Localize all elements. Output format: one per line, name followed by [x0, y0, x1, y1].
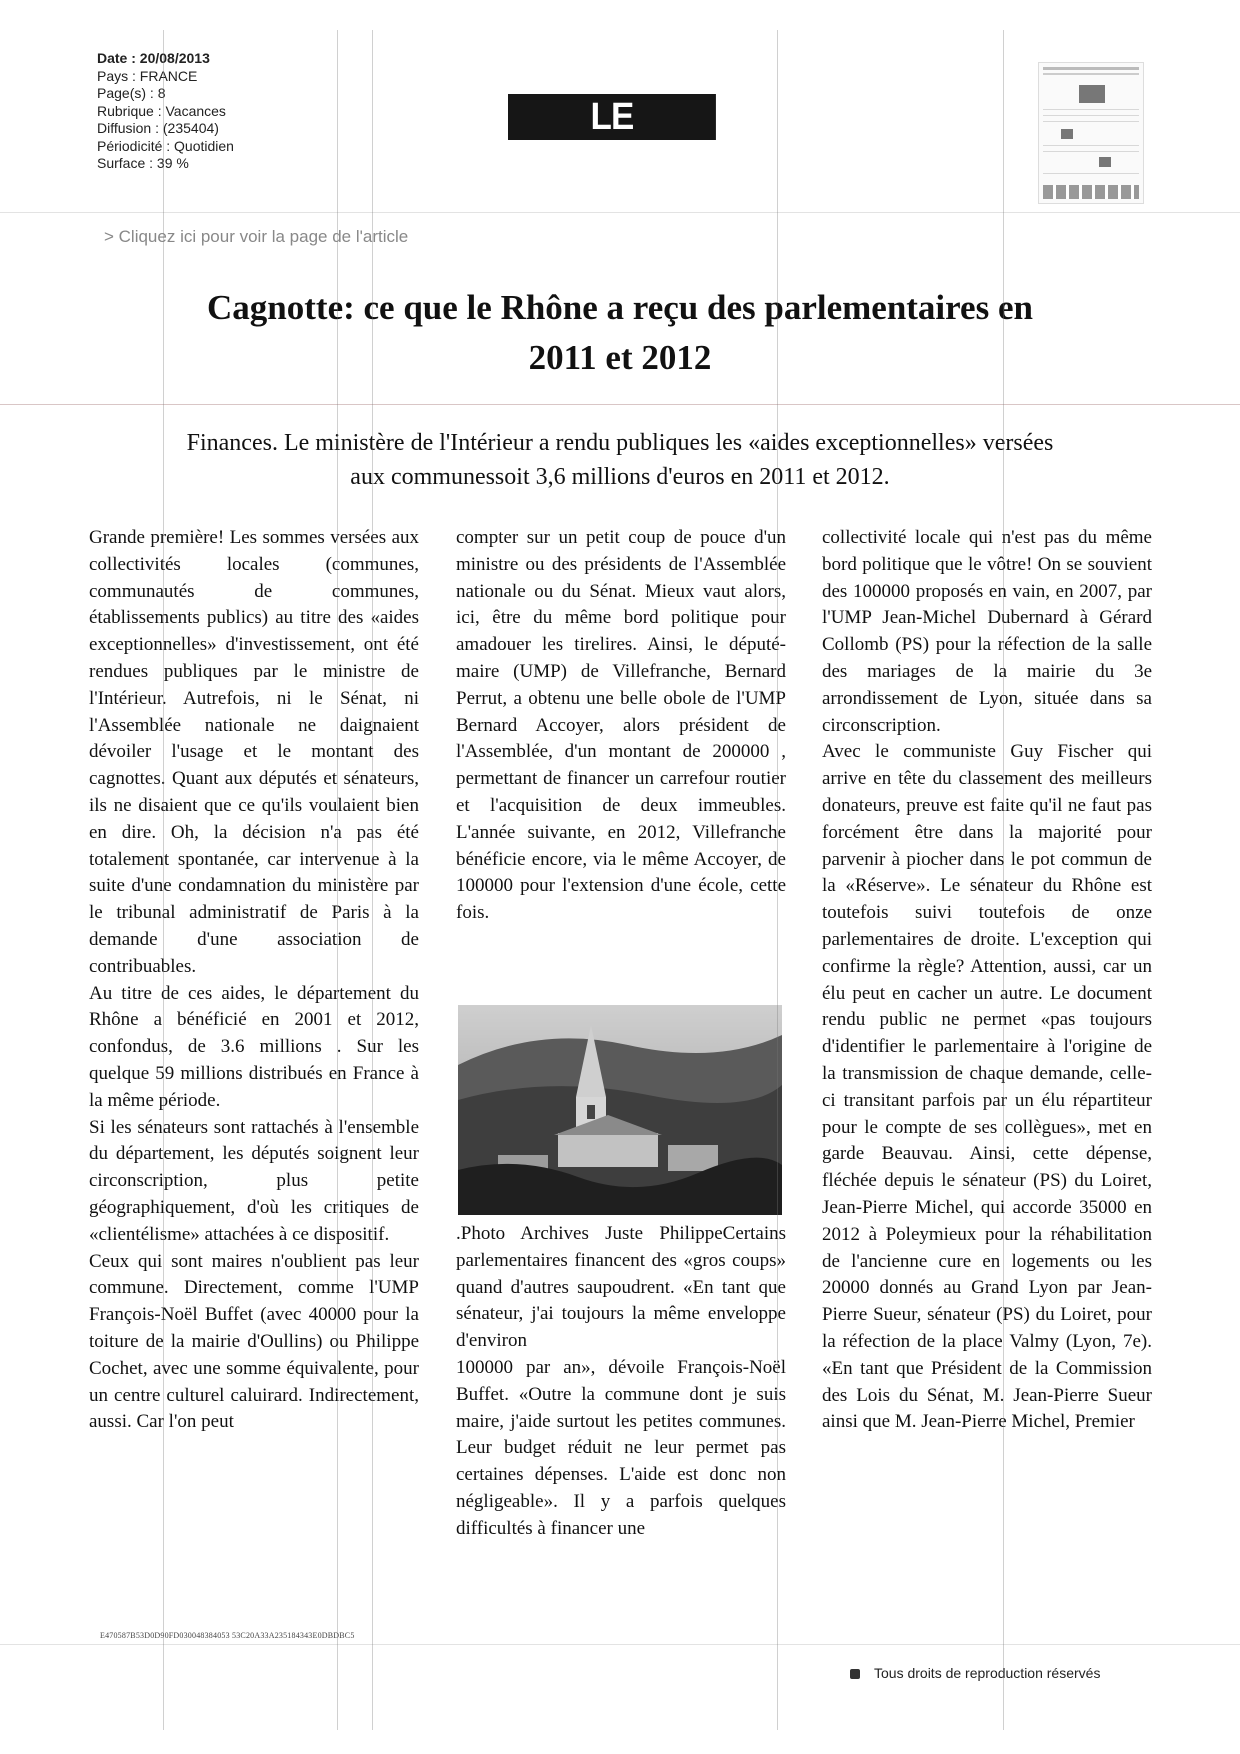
article-photo	[458, 1005, 782, 1215]
paragraph: Grande première! Les sommes versées aux collectivités locales (communes, communautés de communes, établissements publics) au titre des «aides exceptionnelles» d'investissement, ont été rendues publiques par le ministre de l'Intérieur. Autrefois, ni le Sénat, ni l'Assemblée nationale ne daignaient dévoiler l'usage et le montant des cagnottes. Quant aux députés et sénateurs, ils ne disaient que ce qu'ils voulaient bien en dire. Oh, la décision n'a pas été totalement spontanée, car intervenue à la suite d'une condamnation du ministère par le tribunal administratif de Paris à la demande d'une association de contribuables.	[89, 527, 419, 977]
lead-line-1: Finances. Le ministère de l'Intérieur a rendu publiques les «aides exceptionnelles» versées	[186, 430, 1054, 456]
meta-circulation: Diffusion : (235404)	[97, 120, 219, 136]
article-column-3	[822, 525, 1152, 1436]
article-lead	[100, 426, 1140, 494]
lead-line-2: aux communessoit 3,6 millions d'euros en 2011 et 2012.	[350, 464, 890, 490]
separator-title	[0, 404, 1240, 405]
scan-line	[372, 30, 373, 1730]
meta-pages: Page(s) : 8	[97, 85, 166, 101]
copyright-text: Tous droits de reproduction réservés	[874, 1665, 1101, 1681]
caption-paragraph: .Photo Archives Juste PhilippeCertains parlementaires financent des «gros coups» quand d'autres saupoudrent. «En tant que sénateur, j'ai toujours la même enveloppe d'environ	[456, 1223, 786, 1352]
church-photo-image	[458, 1005, 782, 1215]
copyright-notice	[850, 1665, 1100, 1681]
paragraph: Si les sénateurs sont rattachés à l'ensemble du département, les députés soignent leur circonscription, plus petite géographiquement, d'où les critiques de «clientélisme» attachées à ce dispositif.	[89, 1116, 419, 1245]
caption-paragraph: 100000 par an», dévoile François-Noël Buffet. «Outre la commune dont je suis maire, j'aide surtout les petites communes. Leur budget réduit ne leur permet pas certaines dépenses. L'aide est donc non négligeable». Il y a parfois quelques difficultés à financer une	[456, 1356, 786, 1539]
photo-caption	[456, 1221, 786, 1543]
meta-country: Pays : FRANCE	[97, 67, 198, 84]
meta-surface: Surface : 39 %	[97, 155, 189, 171]
separator-top	[0, 212, 1240, 213]
bullet-icon	[850, 1669, 860, 1679]
scan-line	[1003, 30, 1004, 1730]
article-column-2	[456, 525, 786, 927]
scan-line	[163, 30, 164, 1730]
title-line-2: 2011 et 2012	[528, 338, 712, 377]
scan-line	[337, 30, 338, 1730]
article-title	[100, 283, 1140, 383]
article-column-1	[89, 525, 419, 1436]
separator-bottom	[0, 1644, 1240, 1645]
page-thumbnail[interactable]	[1038, 62, 1144, 204]
paragraph: Avec le communiste Guy Fischer qui arrive en tête du classement des meilleurs donateurs, preuve est faite qu'il ne faut pas forcément être dans la majorité pour parvenir à piocher dans le pot commun de la «Réserve». Le sénateur du Rhône est toutefois suivi toutefois de onze parlementaires de droite. L'exception qui confirme la règle? Attention, aussi, car un élu peut en cacher un autre. Le document rendu public ne permet «pas toujours d'identifier le parlementaire à l'origine de la transmission de chaque demande, celle-ci transitant parfois par un élu répartiteur pour le compte de ses collègues», met en garde Beauvau. Ainsi, cette dépense, fléchée depuis le sénateur (PS) du Loiret, Jean-Pierre Michel, qui accorde 35000 en 2012 à Poleymieux pour la réhabilitation de l'ancienne cure en logements ou les 20000 donnés au Grand Lyon par Jean-Pierre Sueur, sénateur (PS) du Loiret, pour la réfection de la place Valmy (Lyon, 7e). «En tant que Président de la Commission des Lois du Sénat, M. Jean-Pierre Sueur ainsi que M. Jean-Pierre Michel, Premier	[822, 741, 1152, 1433]
meta-section: Rubrique : Vacances	[97, 102, 226, 119]
document-code: E470587B53D0D90FD030048384053 53C20A33A235184343E0DBDBC5	[100, 1631, 355, 1640]
title-line-1: Cagnotte: ce que le Rhône a reçu des parlementaires en	[207, 288, 1033, 327]
scan-line	[777, 30, 778, 1730]
meta-date: Date : 20/08/2013	[97, 50, 210, 66]
paragraph: collectivité locale qui n'est pas du même bord politique que le vôtre! On se souvient des 100000 proposés en vain, en 2007, par l'UMP Jean-Michel Dubernard à Gérard Collomb (PS) pour la réfection de la salle des mariages de la mairie du 3e arrondissement de Lyon, située dans sa circonscription.	[822, 527, 1152, 736]
paragraph: Ceux qui sont maires n'oublient pas leur commune. Directement, comme l'UMP François-Noël Buffet (avec 40000 pour la toiture de la mairie d'Oullins) ou Philippe Cochet, avec une somme équivalente, pour un centre culturel caluirard. Indirectement, aussi. Car l'on peut	[89, 1250, 419, 1433]
publication-logo: LE PROGRÈS	[508, 94, 716, 140]
paragraph: Au titre de ces aides, le département du Rhône a bénéficié en 2001 et 2012, confondus, de 3.6 millions . Sur les quelque 59 millions distribués en France à la même période.	[89, 982, 419, 1111]
meta-frequency: Périodicité : Quotidien	[97, 137, 234, 154]
article-page-link[interactable]: > Cliquez ici pour voir la page de l'article	[104, 227, 409, 246]
document-metadata	[97, 50, 234, 173]
paragraph: compter sur un petit coup de pouce d'un ministre ou des présidents de l'Assemblée nationale ou du Sénat. Mieux vaut alors, ici, être du même bord politique pour amadouer les tirelires. Ainsi, le député-maire (UMP) de Villefranche, Bernard Perrut, a obtenu une belle obole de l'UMP Bernard Accoyer, alors président de l'Assemblée, d'un montant de 200000 , permettant de financer un carrefour routier et l'acquisition de deux immeubles. L'année suivante, en 2012, Villefranche bénéficie encore, via le même Accoyer, de 100000 pour l'extension d'une école, cette fois.	[456, 527, 786, 924]
